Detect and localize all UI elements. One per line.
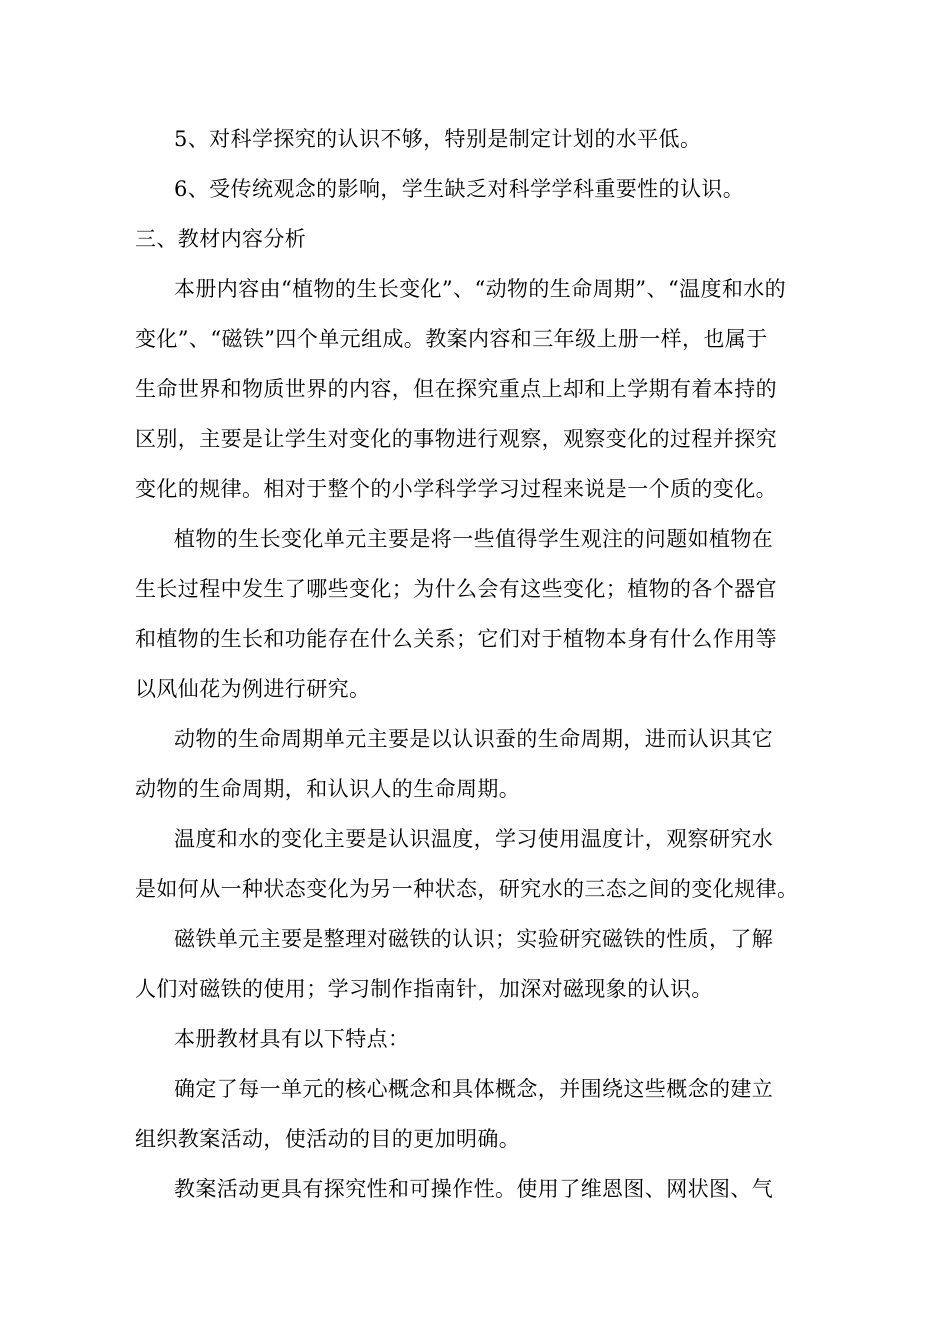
text-line: 6、受传统观念的影响，学生缺乏对科学学科重要性的认识。 bbox=[174, 177, 745, 201]
text-line: 人们对磁铁的使用；学习制作指南针，加深对磁现象的认识。 bbox=[135, 977, 713, 1001]
text-line: 生命世界和物质世界的内容，但在探究重点上却和上学期有着本持的 bbox=[135, 377, 777, 401]
text-line: 动物的生命周期单元主要是以认识蚕的生命周期，进而认识其它 bbox=[174, 727, 774, 751]
text-line: 生长过程中发生了哪些变化；为什么会有这些变化；植物的各个器官 bbox=[135, 577, 777, 601]
text-line: 组织教案活动，使活动的目的更加明确。 bbox=[135, 1127, 521, 1151]
text-line: 磁铁单元主要是整理对磁铁的认识；实验研究磁铁的性质，了解 bbox=[174, 927, 774, 951]
text-line: 区别，主要是让学生对变化的事物进行观察，观察变化的过程并探究 bbox=[135, 427, 777, 451]
section-heading: 三、教材内容分析 bbox=[135, 227, 307, 251]
text-line: 本册教材具有以下特点： bbox=[174, 1027, 410, 1051]
text-line: 变化”、“磁铁”四个单元组成。教案内容和三年级上册一样，也属于 bbox=[135, 327, 768, 351]
text-line: 和植物的生长和功能存在什么关系；它们对于植物本身有什么作用等 bbox=[135, 627, 777, 651]
text-line: 植物的生长变化单元主要是将一些值得学生观注的问题如植物在 bbox=[174, 527, 774, 551]
text-line: 教案活动更具有探究性和可操作性。使用了维恩图、网状图、气 bbox=[174, 1177, 774, 1201]
text-line: 5、对科学探究的认识不够，特别是制定计划的水平低。 bbox=[174, 127, 702, 151]
text-line: 温度和水的变化主要是认识温度，学习使用温度计，观察研究水 bbox=[174, 827, 774, 851]
text-line: 是如何从一种状态变化为另一种状态，研究水的三态之间的变化规律。 bbox=[135, 877, 799, 901]
text-line: 以风仙花为例进行研究。 bbox=[135, 677, 371, 701]
text-line: 动物的生命周期，和认识人的生命周期。 bbox=[135, 777, 521, 801]
text-line: 本册内容由“植物的生长变化”、“动物的生命周期”、“温度和水的 bbox=[174, 277, 787, 301]
text-line: 变化的规律。相对于整个的小学科学学习过程来说是一个质的变化。 bbox=[135, 477, 777, 501]
text-line: 确定了每一单元的核心概念和具体概念，并围绕这些概念的建立 bbox=[174, 1077, 774, 1101]
